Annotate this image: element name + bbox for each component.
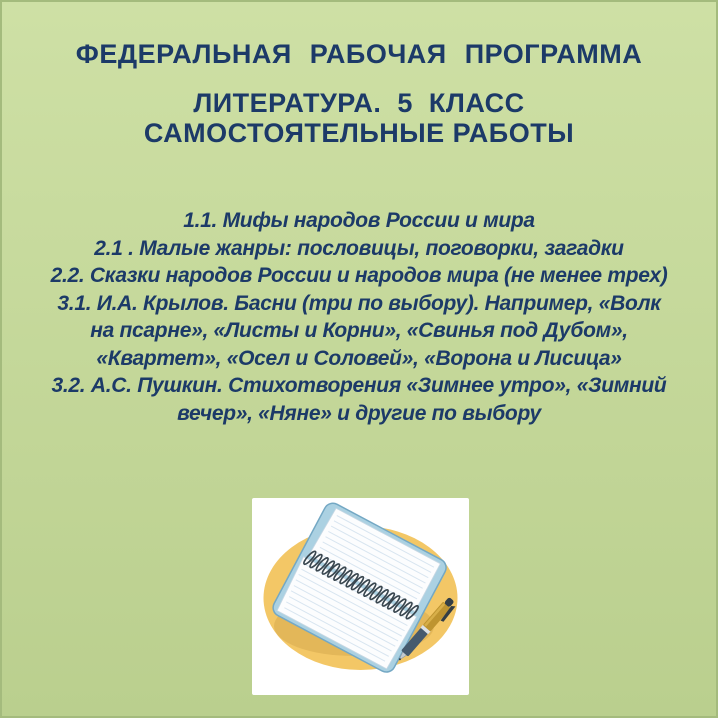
program-topic-line: 3.1. И.А. Крылов. Басни (три по выбору). Например, «Волк: [57, 291, 661, 315]
program-topic-line: «Квартет», «Осел и Соловей», «Ворона и Лисица»: [96, 346, 622, 370]
illustration-card: [252, 498, 469, 695]
subtitle-line-worktype: САМОСТОЯТЕЛЬНЫЕ РАБОТЫ: [143, 118, 575, 148]
program-topic-line: вечер», «Няне» и другие по выбору: [177, 401, 541, 425]
program-topic-line: 2.1 . Малые жанры: пословицы, поговорки, загадки: [94, 236, 624, 260]
notebook-pen-illustration: [252, 498, 469, 695]
program-topic-line: 1.1. Мифы народов России и мира: [183, 209, 535, 232]
program-topic-line: 3.2. А.С. Пушкин. Стихотворения «Зимнее утро», «Зимний: [51, 374, 667, 397]
slide-subtitle: [2, 88, 716, 148]
program-topics-list: [2, 207, 716, 427]
subtitle-line-subject: ЛИТЕРАТУРА. 5 КЛАСС: [193, 88, 525, 118]
program-topic-line: на псарне», «Листы и Корни», «Свинья под Дубом»,: [90, 319, 628, 342]
slide-title: ФЕДЕРАЛЬНАЯ РАБОЧАЯ ПРОГРАММА: [75, 39, 643, 69]
program-topic-line: 2.2. Сказки народов России и народов мира (не менее трех): [50, 264, 668, 287]
